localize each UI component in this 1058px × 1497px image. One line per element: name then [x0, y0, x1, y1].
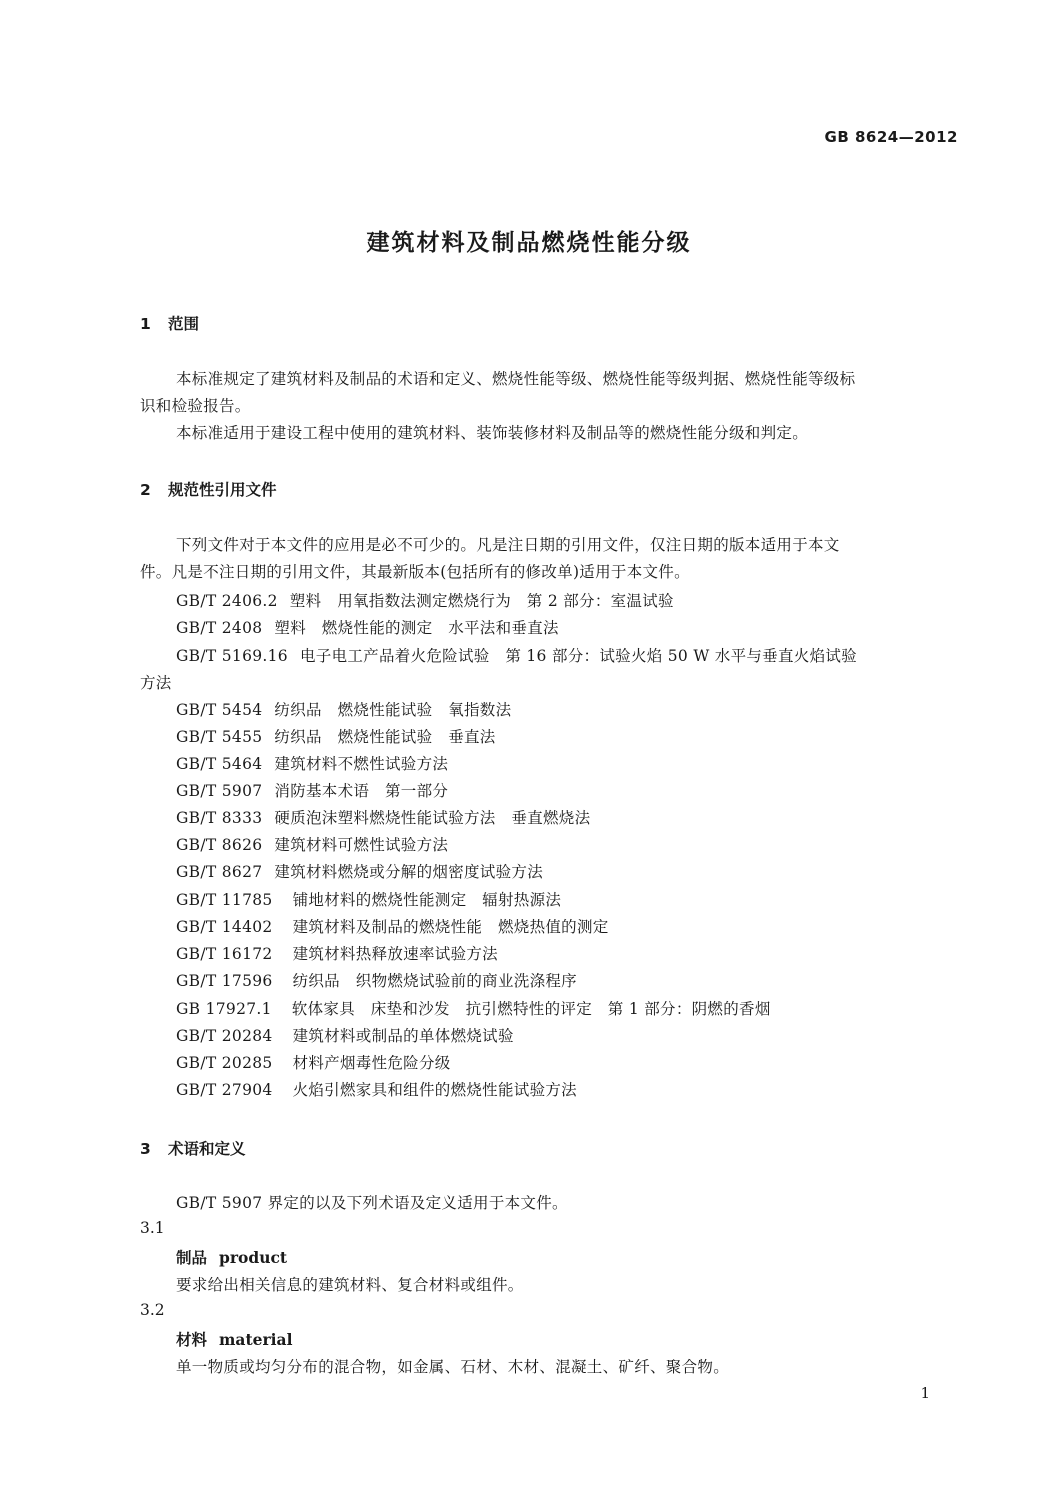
reference-title: 铺地材料的燃烧性能测定 辐射热源法: [292, 891, 562, 909]
reference-code: GB/T 14402: [176, 918, 273, 936]
term-definition: 单一物质或均匀分布的混合物，如金属、石材、木材、混凝土、矿纤、聚合物。: [176, 1358, 730, 1376]
reference-item: [176, 779, 448, 801]
reference-item: [176, 969, 577, 991]
reference-code: GB/T 5454: [176, 701, 263, 719]
reference-code: GB/T 8627: [176, 863, 263, 881]
section-3-intro: GB/T 5907 界定的以及下列术语及定义适用于本文件。: [176, 1194, 568, 1212]
term-heading: [176, 1328, 292, 1350]
section-number: 2: [140, 481, 151, 499]
section-number: 3: [140, 1140, 151, 1158]
text-line: 件。凡是不注日期的引用文件，其最新版本(包括所有的修改单)适用于本文件。: [140, 563, 690, 581]
reference-title: 消防基本术语 第一部分: [274, 782, 449, 800]
document-title: 建筑材料及制品燃烧性能分级: [366, 230, 692, 256]
term-number: 3.2: [140, 1301, 165, 1319]
reference-title: 纺织品 燃烧性能试验 氧指数法: [274, 701, 512, 719]
reference-code: GB/T 8333: [176, 809, 263, 827]
reference-code: GB/T 2408: [176, 619, 263, 637]
reference-title: 电子电工产品着火危险试验 第 16 部分：试验火焰 50 W 水平与垂直火焰试验: [299, 647, 857, 665]
section-1-heading: [140, 312, 199, 334]
reference-code: GB/T 5464: [176, 755, 263, 773]
reference-title: 塑料 燃烧性能的测定 水平法和垂直法: [274, 619, 559, 637]
reference-item: [176, 833, 448, 855]
reference-title: 软体家具 床垫和沙发 抗引燃特性的评定 第 1 部分：阴燃的香烟: [291, 1000, 771, 1018]
reference-item: [140, 643, 960, 697]
reference-code: GB/T 5169.16: [176, 647, 288, 665]
reference-item: [176, 1078, 577, 1100]
section-1-paragraph-1: [140, 366, 960, 420]
reference-code: GB/T 11785: [176, 891, 273, 909]
section-3-heading: [140, 1137, 246, 1159]
term-en: product: [219, 1248, 288, 1267]
reference-code: GB/T 2406.2: [176, 592, 278, 610]
text-line: 下列文件对于本文件的应用是必不可少的。凡是注日期的引用文件，仅注日期的版本适用于本文: [176, 536, 840, 554]
term-en: material: [219, 1330, 293, 1349]
reference-item: [176, 725, 496, 747]
reference-item: [176, 997, 771, 1019]
reference-title: 火焰引燃家具和组件的燃烧性能试验方法: [292, 1081, 577, 1099]
reference-code: GB/T 27904: [176, 1081, 273, 1099]
reference-title: 材料产烟毒性危险分级: [292, 1054, 451, 1072]
reference-item: [176, 698, 511, 720]
reference-item: [176, 616, 559, 638]
reference-title: 硬质泡沫塑料燃烧性能试验方法 垂直燃烧法: [274, 809, 591, 827]
text-line: 本标准规定了建筑材料及制品的术语和定义、燃烧性能等级、燃烧性能等级判据、燃烧性能等级标: [176, 370, 856, 388]
term-zh: 材料: [176, 1331, 208, 1349]
reference-title: 建筑材料不燃性试验方法: [274, 755, 449, 773]
reference-item: [176, 915, 609, 937]
reference-title: 建筑材料及制品的燃烧性能 燃烧热值的测定: [292, 918, 609, 936]
section-title: 术语和定义: [168, 1140, 246, 1158]
text-line: 识和检验报告。: [140, 397, 251, 415]
section-2-intro: [140, 532, 960, 586]
reference-item: [176, 860, 543, 882]
reference-title: 建筑材料燃烧或分解的烟密度试验方法: [274, 863, 544, 881]
reference-code: GB/T 5907: [176, 782, 263, 800]
reference-item: [176, 888, 561, 910]
reference-title-continuation: 方法: [140, 674, 172, 692]
standard-code: GB 8624—2012: [824, 128, 958, 146]
term-number: 3.1: [140, 1219, 165, 1237]
section-1-paragraph-2: [140, 420, 960, 447]
reference-code: GB 17927.1: [176, 1000, 272, 1018]
reference-code: GB/T 5455: [176, 728, 263, 746]
reference-code: GB/T 20284: [176, 1027, 273, 1045]
reference-title: 塑料 用氧指数法测定燃烧行为 第 2 部分：室温试验: [289, 592, 674, 610]
reference-title: 建筑材料或制品的单体燃烧试验: [292, 1027, 514, 1045]
reference-item: [176, 942, 498, 964]
section-title: 规范性引用文件: [168, 481, 277, 499]
reference-item: [176, 1051, 451, 1073]
page-number: 1: [920, 1384, 930, 1402]
reference-code: GB/T 17596: [176, 972, 273, 990]
section-2-heading: [140, 478, 277, 500]
reference-item: [176, 752, 448, 774]
reference-item: [176, 589, 674, 611]
reference-title: 建筑材料热释放速率试验方法: [292, 945, 498, 963]
term-heading: [176, 1246, 287, 1268]
reference-code: GB/T 20285: [176, 1054, 273, 1072]
reference-title: 建筑材料可燃性试验方法: [274, 836, 449, 854]
term-zh: 制品: [176, 1249, 208, 1267]
section-title: 范围: [168, 315, 200, 333]
reference-title: 纺织品 织物燃烧试验前的商业洗涤程序: [292, 972, 577, 990]
reference-code: GB/T 8626: [176, 836, 263, 854]
reference-code: GB/T 16172: [176, 945, 273, 963]
reference-item: [176, 1024, 514, 1046]
reference-item: [176, 806, 590, 828]
text-line: 本标准适用于建设工程中使用的建筑材料、装饰装修材料及制品等的燃烧性能分级和判定。: [176, 424, 809, 442]
term-definition: 要求给出相关信息的建筑材料、复合材料或组件。: [176, 1276, 524, 1294]
reference-title: 纺织品 燃烧性能试验 垂直法: [274, 728, 496, 746]
section-number: 1: [140, 315, 151, 333]
